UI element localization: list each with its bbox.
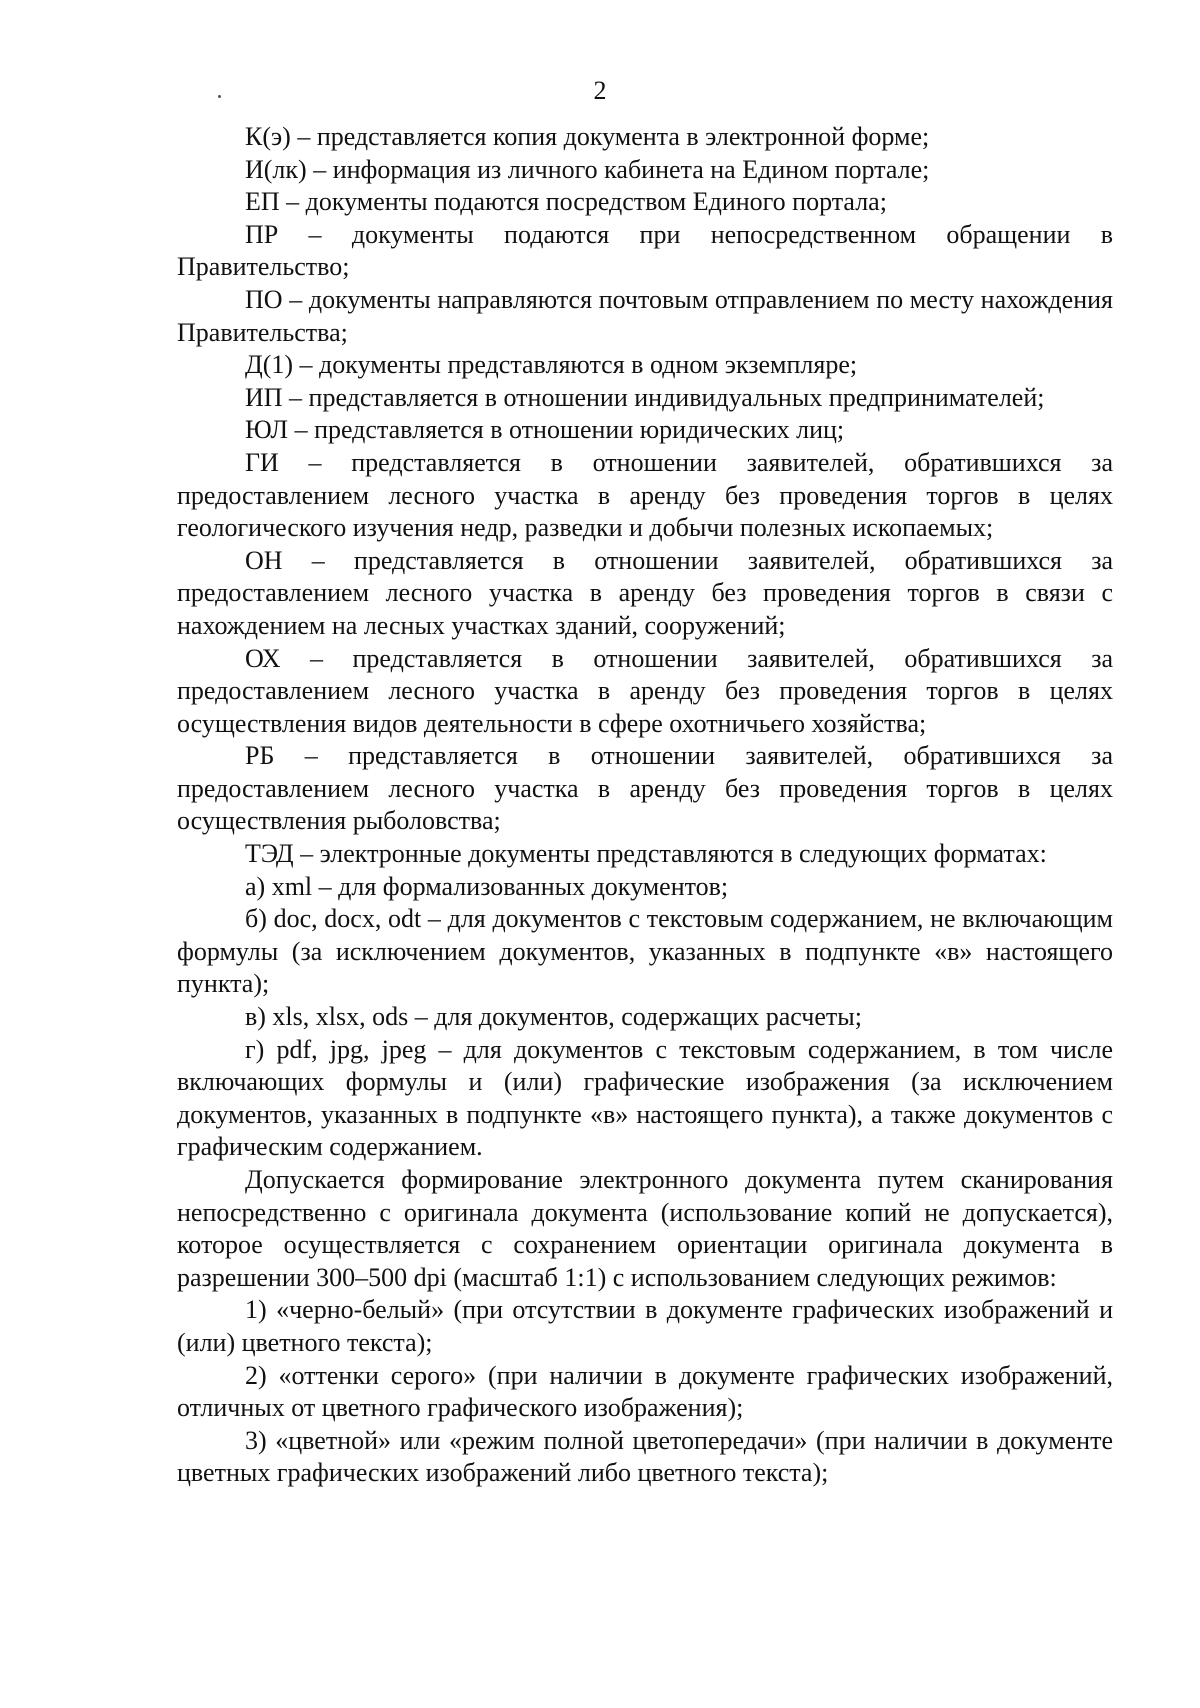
- paragraph-mode-3: 3) «цветной» или «режим полной цветопередачи» (при наличии в документе цветных графических изображений либо цветного текста);: [177, 1425, 1113, 1488]
- page-number: 2: [593, 76, 607, 105]
- paragraph-pr: ПР – документы подаются при непосредственном обращении в Правительство;: [177, 219, 1113, 282]
- paragraph-mode-1: 1) «черно-белый» (при отсутствии в документе графических изображений и (или) цветного текста);: [177, 1295, 1113, 1357]
- paragraph-ep: ЕП – документы подаются посредством Единого портала;: [245, 187, 887, 217]
- paragraph-ted: ТЭД – электронные документы представляются в следующих форматах:: [245, 839, 1047, 869]
- paragraph-d1: Д(1) – документы представляются в одном экземпляре;: [245, 350, 858, 380]
- paragraph-format-b: б) doc, docx, odt – для документов с текстовым содержанием, не включающим формулы (за исключением документов, указанных в подпункте «в» настоящего пункта);: [177, 904, 1113, 999]
- paragraph-k-e: К(э) – представляется копия документа в электронной форме;: [245, 122, 930, 151]
- paragraph-yul: ЮЛ – представляется в отношении юридических лиц;: [245, 415, 845, 445]
- paragraph-oh: ОХ – представляется в отношении заявителей, обратившихся за предоставлением лесного участка в аренду без проведения торгов в целях осуществления видов деятельности в сфере охотничьего хозяйства;: [177, 643, 1113, 738]
- paragraph-scanning: Допускается формирование электронного документа путем сканирования непосредственно с оригинала документа (использование копий не допускается), которое осуществляется с сохранением ориентации оригинала документа в разрешении 300–500 dpi (масштаб 1:1) с использованием следующих режимов:: [177, 1165, 1113, 1292]
- paragraph-format-v: в) xls, xlsx, ods – для документов, содержащих расчеты;: [245, 1002, 862, 1032]
- document-body: [177, 121, 1113, 1490]
- paragraph-gi: ГИ – представляется в отношении заявителей, обратившихся за предоставлением лесного участка в аренду без проведения торгов в целях геологического изучения недр, разведки и добычи полезных ископаемых;: [177, 447, 1113, 543]
- paragraph-mode-2: 2) «оттенки серого» (при наличии в документе графических изображений, отличных от цветного графического изображения);: [177, 1360, 1113, 1423]
- paragraph-rb: РБ – представляется в отношении заявителей, обратившихся за предоставлением лесного участка в аренду без проведения торгов в целях осуществления рыболовства;: [177, 741, 1113, 836]
- paragraph-on: ОН – представляется в отношении заявителей, обратившихся за предоставлением лесного участка в аренду без проведения торгов в связи с нахождением на лесных участках зданий, сооружений;: [177, 545, 1113, 640]
- paragraph-format-a: а) xml – для формализованных документов;: [245, 871, 729, 901]
- paragraph-ip: ИП – представляется в отношении индивидуальных предпринимателей;: [245, 382, 1045, 412]
- paragraph-i-lk: И(лк) – информация из личного кабинета на Едином портале;: [245, 154, 930, 184]
- paragraph-format-g: г) pdf, jpg, jpeg – для документов с текстовым содержанием, в том числе включающих формулы и (или) графические изображения (за исключением документов, указанных в подпункте «в» настоящего пункта), а также документов с графическим содержанием.: [177, 1034, 1113, 1162]
- paragraph-po: ПО – документы направляются почтовым отправлением по месту нахождения Правительства;: [177, 284, 1113, 347]
